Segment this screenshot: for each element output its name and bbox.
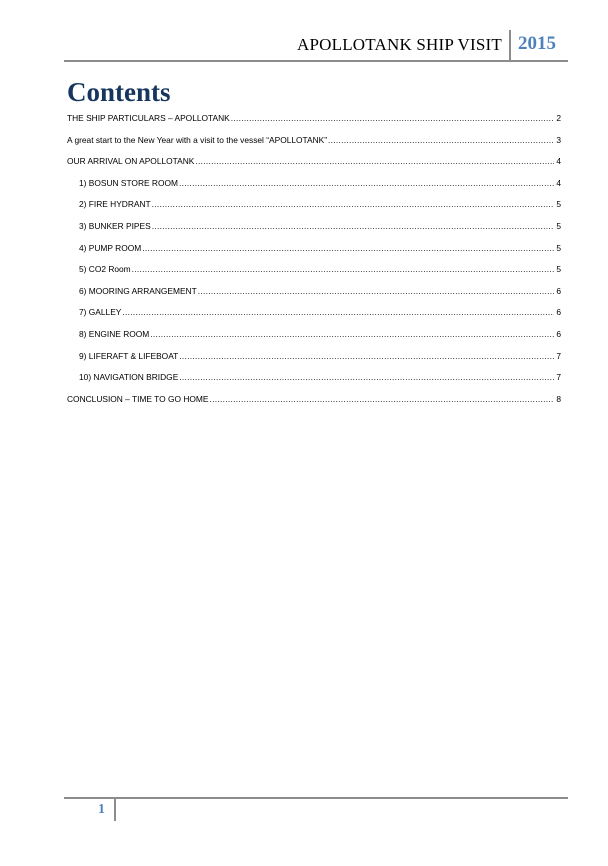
toc-entry-label: 10) NAVIGATION BRIDGE (79, 372, 179, 383)
toc-entry-page: 4 (556, 177, 561, 188)
toc-entry-label: OUR ARRIVAL ON APOLLOTANK (67, 156, 195, 167)
toc-dot-leader (209, 391, 554, 407)
toc-entry-label: 6) MOORING ARRANGEMENT (79, 285, 197, 296)
toc-entry-label: 7) GALLEY (79, 307, 122, 318)
toc-dot-leader (231, 110, 555, 126)
footer-divider (114, 799, 116, 821)
page-header (64, 30, 568, 60)
toc-dot-leader (179, 348, 554, 364)
toc-entry-page: 7 (556, 372, 561, 383)
toc-dot-leader (150, 326, 554, 342)
toc-subentry[interactable] (67, 175, 561, 197)
toc-entry-label: 5) CO2 Room (79, 264, 131, 275)
toc-entry-label: 2) FIRE HYDRANT (79, 199, 151, 210)
toc-entry-label: 8) ENGINE ROOM (79, 328, 150, 339)
toc-entry[interactable] (67, 391, 561, 413)
toc-entry-page: 5 (556, 199, 561, 210)
header-divider (509, 30, 511, 60)
toc-dot-leader (195, 153, 554, 169)
table-of-contents (67, 110, 561, 412)
toc-entry-page: 6 (556, 328, 561, 339)
toc-entry-page: 8 (556, 393, 561, 404)
toc-entry-page: 5 (556, 220, 561, 231)
toc-entry-page: 3 (556, 134, 561, 145)
toc-entry-label: 3) BUNKER PIPES (79, 220, 151, 231)
toc-subentry[interactable] (67, 326, 561, 348)
toc-subentry[interactable] (67, 240, 561, 262)
header-rule (64, 60, 568, 62)
toc-entry[interactable] (67, 110, 561, 132)
toc-dot-leader (132, 261, 555, 277)
toc-entry-label: 9) LIFERAFT & LIFEBOAT (79, 350, 179, 361)
toc-dot-leader (179, 175, 554, 191)
toc-entry-label: THE SHIP PARTICULARS – APOLLOTANK (67, 113, 230, 123)
toc-subentry[interactable] (67, 348, 561, 370)
toc-subentry[interactable] (67, 369, 561, 391)
toc-subentry[interactable] (67, 218, 561, 240)
toc-heading: Contents (67, 77, 171, 107)
toc-dot-leader (152, 196, 555, 212)
toc-dot-leader (198, 283, 555, 299)
toc-dot-leader (122, 304, 554, 320)
toc-entry[interactable] (67, 153, 561, 175)
header-year: 2015 (518, 33, 556, 54)
toc-subentry[interactable] (67, 304, 561, 326)
toc-dot-leader (142, 240, 554, 256)
toc-entry-page: 5 (556, 242, 561, 253)
toc-entry-label: A great start to the New Year with a visit to the vessel “APOLLOTANK” (67, 134, 328, 145)
toc-entry-label: CONCLUSION – TIME TO GO HOME (67, 393, 209, 404)
toc-subentry[interactable] (67, 261, 561, 283)
page-number: 1 (98, 802, 105, 817)
header-title: APOLLOTANK SHIP VISIT (297, 35, 502, 54)
toc-entry-page: 4 (556, 156, 561, 167)
toc-dot-leader (328, 132, 554, 148)
toc-entry-page: 5 (556, 264, 561, 275)
toc-entry[interactable] (67, 132, 561, 154)
toc-dot-leader (152, 218, 555, 234)
toc-entry-page: 2 (556, 113, 561, 123)
toc-entry-page: 7 (556, 350, 561, 361)
toc-subentry[interactable] (67, 283, 561, 305)
toc-subentry[interactable] (67, 196, 561, 218)
footer-rule (64, 797, 568, 799)
toc-dot-leader (179, 369, 554, 385)
toc-entry-label: 4) PUMP ROOM (79, 242, 142, 253)
toc-entry-page: 6 (556, 307, 561, 318)
toc-entry-page: 6 (556, 285, 561, 296)
toc-entry-label: 1) BOSUN STORE ROOM (79, 177, 178, 188)
